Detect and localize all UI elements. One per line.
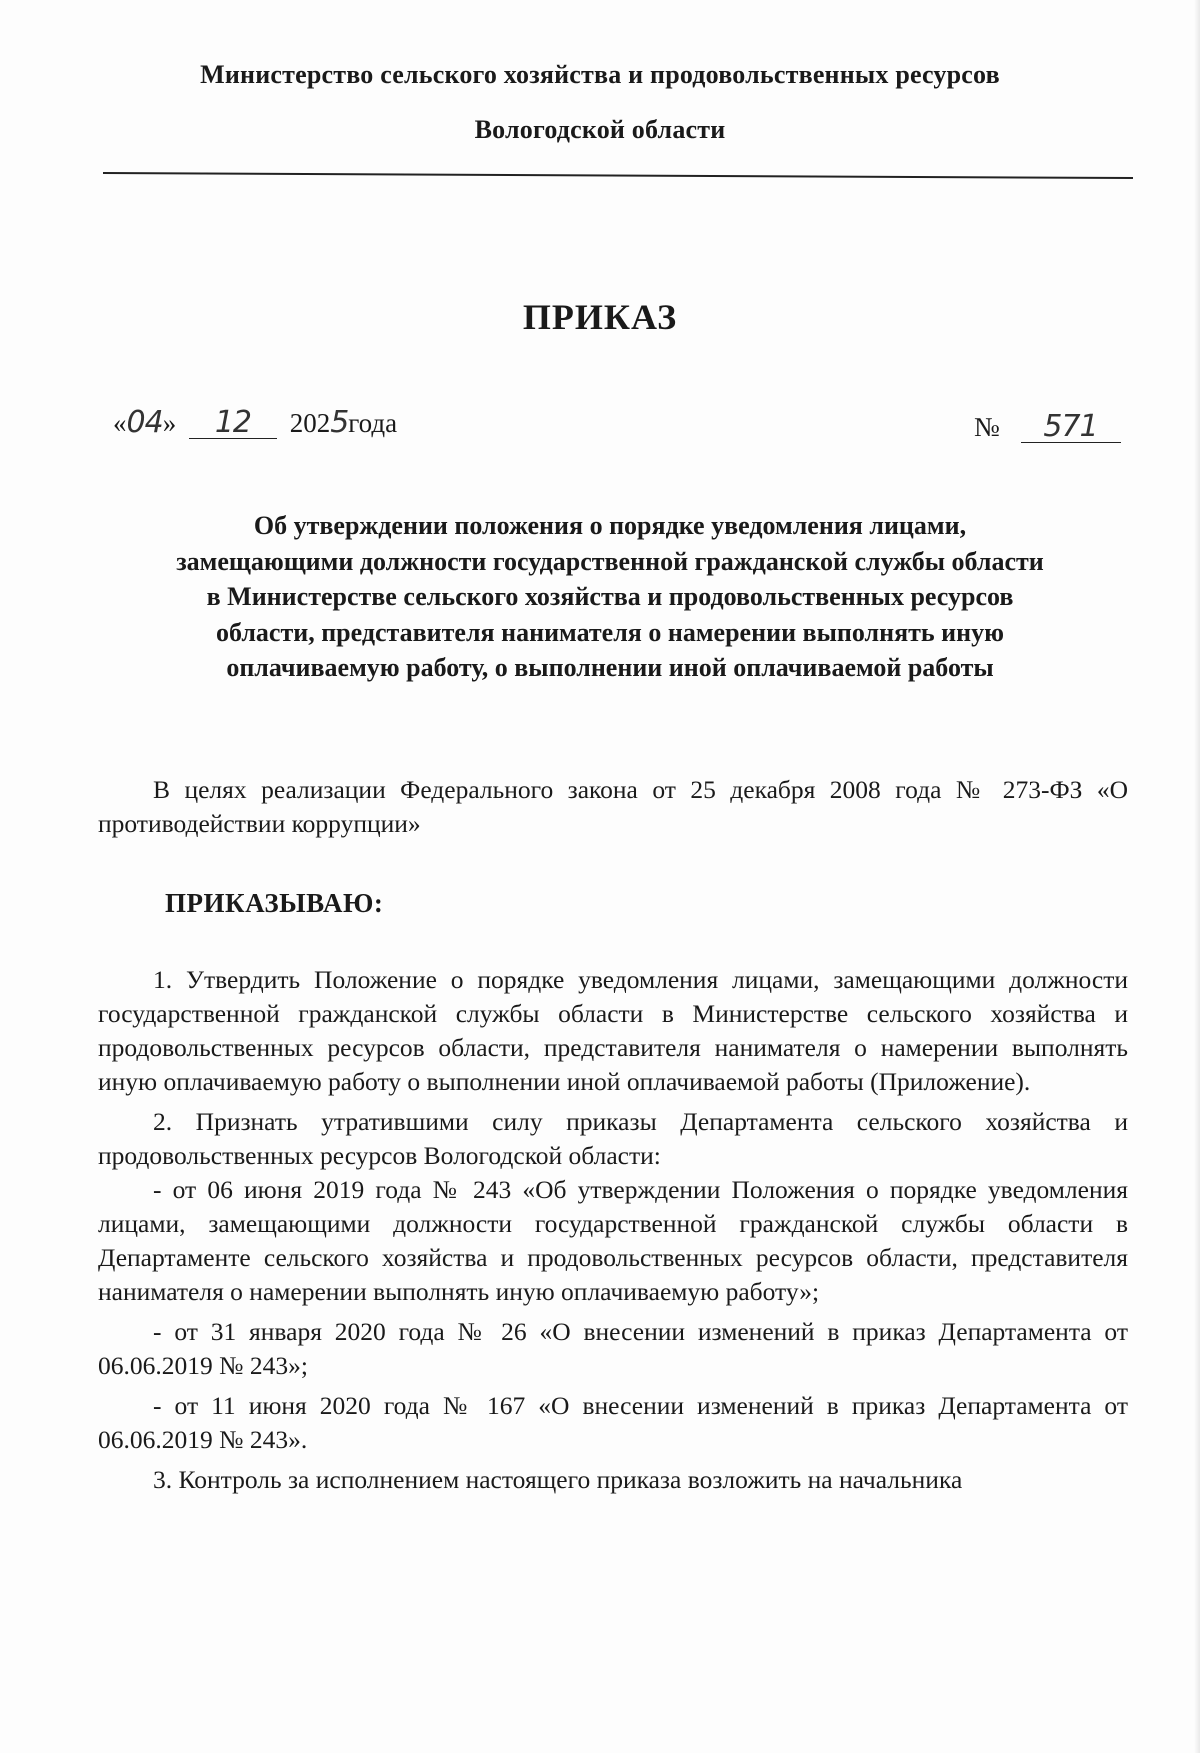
order-subject xyxy=(110,508,1110,686)
order-item-2: 2. Признать утратившими силу приказы Департамента сельского хозяйства и продовольственных ресурсов Вологодской области: xyxy=(98,1107,1128,1170)
date-month-field xyxy=(189,405,277,440)
revoked-order-26: - от 31 января 2020 года № 26 «О внесении изменений в приказ Департамента от 06.06.2019 № 243»; xyxy=(98,1317,1128,1380)
preamble xyxy=(98,773,1128,841)
number-label: № xyxy=(974,412,1000,442)
number-handwritten: 571 xyxy=(1043,409,1098,444)
date-year-digit-handwritten: 5 xyxy=(330,405,349,440)
order-item-1: 1. Утвердить Положение о порядке уведомления лицами, замещающими должности государственной гражданской службы области в Министерстве сельского хозяйства и продовольственных ресурсов области, представителя нанимателя о намерении выполнять иную оплачиваемую работу о выполнении иной оплачиваемой работы (Приложение). xyxy=(98,965,1128,1096)
subject-line: в Министерстве сельского хозяйства и продовольственных ресурсов xyxy=(206,582,1014,611)
revoked-order-167: - от 11 июня 2020 года № 167 «О внесении изменений в приказ Департамента от 06.06.2019 № 243». xyxy=(98,1391,1128,1454)
subject-line: Об утверждении положения о порядке уведомления лицами, xyxy=(253,511,967,540)
subject-line: замещающими должности государственной гражданской службы области xyxy=(176,546,1044,576)
date-day-handwritten: 04 xyxy=(126,405,163,440)
document-title: ПРИКАЗ xyxy=(522,297,678,337)
date-open-quote: « xyxy=(113,408,127,438)
date-close-quote: » xyxy=(162,408,177,438)
order-items xyxy=(98,963,1128,1503)
date-month-handwritten: 12 xyxy=(214,405,252,440)
date-year-prefix: 202 xyxy=(289,408,331,438)
subject-line: области, представителя нанимателя о намерении выполнять иную xyxy=(215,617,1005,647)
date-year-suffix: года xyxy=(348,408,398,438)
ministry-name-line2: Вологодской области xyxy=(474,115,726,144)
scan-edge-shadow xyxy=(1194,0,1200,1753)
ministry-name-line1: Министерство сельского хозяйства и продовольственных ресурсов xyxy=(200,60,1000,89)
order-date xyxy=(113,405,397,440)
number-field xyxy=(1021,409,1121,444)
order-number xyxy=(974,409,1121,444)
revoked-order-243: - от 06 июня 2019 года № 243 «Об утверждении Положения о порядке уведомления лицами, замещающими должности государственной гражданской службы области в Департаменте сельского хозяйства и продовольственных ресурсов области, представителя нанимателя о намерении выполнять иную оплачиваемую работу»; xyxy=(98,1175,1128,1306)
preamble-text: В целях реализации Федерального закона от 25 декабря 2008 года № 273-ФЗ «О противодействии коррупции» xyxy=(98,775,1128,838)
order-directive-word: ПРИКАЗЫВАЮ: xyxy=(165,888,384,918)
order-item-3: 3. Контроль за исполнением настоящего приказа возложить на начальника xyxy=(153,1465,963,1494)
subject-line: оплачиваемую работу, о выполнении иной оплачиваемой работы xyxy=(226,653,994,682)
header-divider xyxy=(103,172,1133,179)
